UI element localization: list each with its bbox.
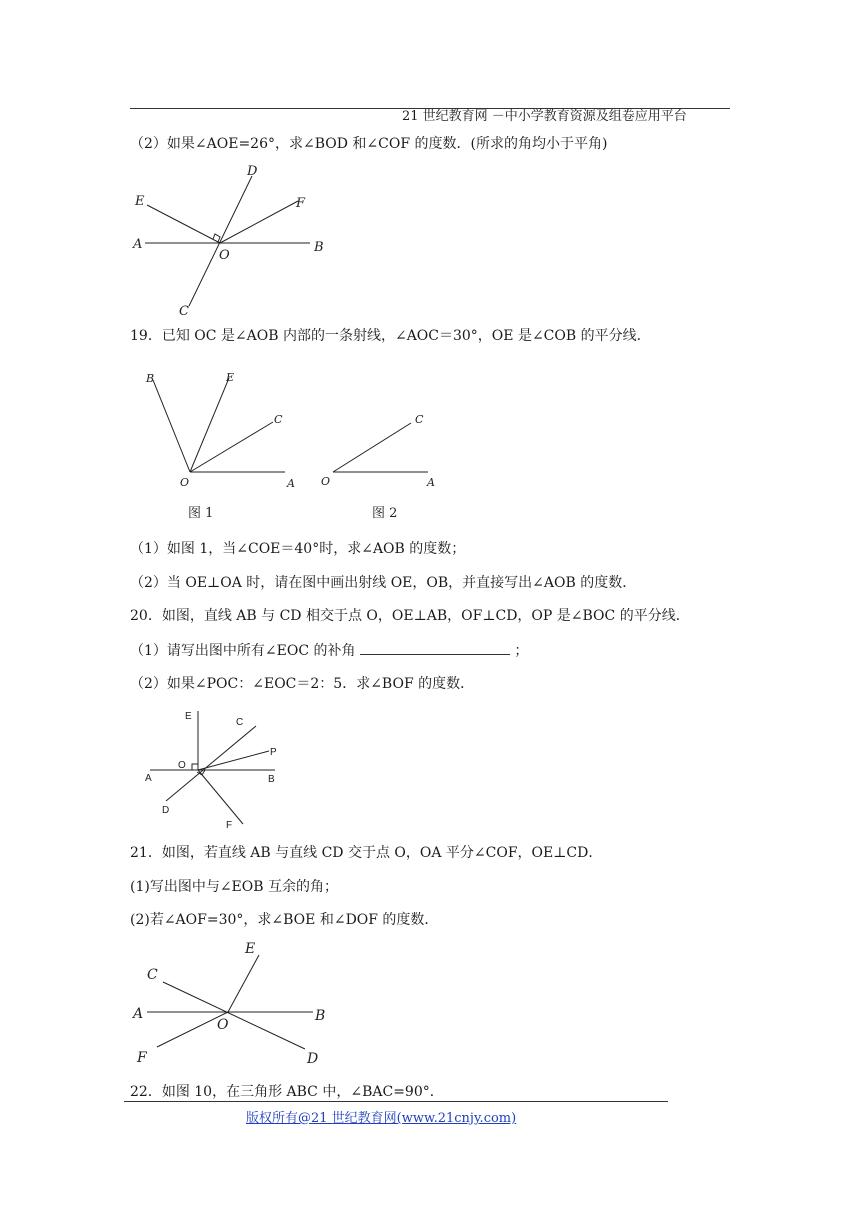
q18-label-e: E <box>135 194 145 209</box>
q21-label-e: E <box>245 941 256 957</box>
footer-link[interactable]: 版权所有@21 世纪教育网(www.21cnjy.com) <box>246 1111 517 1126</box>
q19-fig2-label-c: C <box>415 413 424 426</box>
q20-label-e: E <box>185 711 192 722</box>
q20-label-c: C <box>236 717 244 728</box>
q18-label-b: B <box>314 240 324 255</box>
q19-fig1-label-e: E <box>226 371 235 384</box>
q19-stem: 19．已知 OC 是∠AOB 内部的一条射线，∠AOC＝30°，OE 是∠COB 的平分线． <box>130 328 651 344</box>
q21-part2: (2)若∠AOF=30°，求∠BOE 和∠DOF 的度数． <box>130 912 439 928</box>
q19-fig2-label-o: O <box>321 475 331 488</box>
q19-part2: （2）当 OE⊥OA 时，请在图中画出射线 OE，OB，并直接写出∠AOB 的度数． <box>130 575 637 591</box>
q20-label-b: B <box>268 774 275 785</box>
q21-stem: 21．如图，若直线 AB 与直线 CD 交于点 O，OA 平分∠COF，OE⊥CD． <box>130 845 603 861</box>
q18-label-c: C <box>179 304 189 318</box>
q19-fig1-label-a: A <box>287 477 295 490</box>
q21-label-c: C <box>147 967 158 983</box>
q19-fig1-caption: 图 1 <box>188 506 214 521</box>
q18-label-d: D <box>247 164 258 179</box>
q19-fig1-label-o: O <box>180 476 190 489</box>
q20-part1-prefix: （1）请写出图中所有∠EOC 的补角 <box>130 643 356 659</box>
page-header: 21 世纪教育网 －中小学教育资源及组卷应用平台 <box>402 109 687 124</box>
q20-label-p: P <box>270 747 277 758</box>
q20-figure <box>140 706 290 831</box>
q18-label-f: F <box>296 196 306 211</box>
q19-fig1-label-b: B <box>146 372 155 385</box>
q20-part2: （2）如果∠POC：∠EOC＝2：5．求∠BOF 的度数． <box>130 676 475 692</box>
footer-rule <box>124 1101 668 1102</box>
q19-part1: （1）如图 1，当∠COE＝40°时，求∠AOB 的度数； <box>130 541 466 557</box>
q18-figure <box>125 158 340 318</box>
q22-stem: 22．如图 10，在三角形 ABC 中，∠BAC=90°． <box>130 1084 444 1100</box>
q21-label-d: D <box>307 1051 319 1067</box>
q20-label-a: A <box>145 773 152 784</box>
q21-label-o: O <box>217 1017 229 1033</box>
q21-label-a: A <box>133 1006 144 1022</box>
q21-label-f: F <box>137 1050 147 1066</box>
q21-label-b: B <box>315 1008 326 1024</box>
q19-fig2-caption: 图 2 <box>372 506 398 521</box>
q20-label-d: D <box>162 805 170 816</box>
q20-part1 <box>130 640 528 661</box>
q20-answer-blank <box>360 640 510 655</box>
q20-part1-suffix: ； <box>514 643 529 659</box>
q20-label-f: F <box>226 820 233 831</box>
q20-stem: 20．如图，直线 AB 与 CD 相交于点 O，OE⊥AB，OF⊥CD，OP 是∠BOC 的平分线． <box>130 608 690 624</box>
q21-figure <box>125 937 340 1072</box>
q20-label-o: O <box>178 760 186 771</box>
q19-fig1-label-c: C <box>274 413 283 426</box>
q19-fig2-label-a: A <box>427 476 435 489</box>
q18-label-a: A <box>133 237 143 252</box>
q21-part1: (1)写出图中与∠EOB 互余的角； <box>130 879 338 895</box>
q18-label-o: O <box>219 248 230 263</box>
q19-figures <box>140 362 450 522</box>
q18-part2: （2）如果∠AOE=26°，求∠BOD 和∠COF 的度数．(所求的角均小于平角) <box>130 136 608 152</box>
